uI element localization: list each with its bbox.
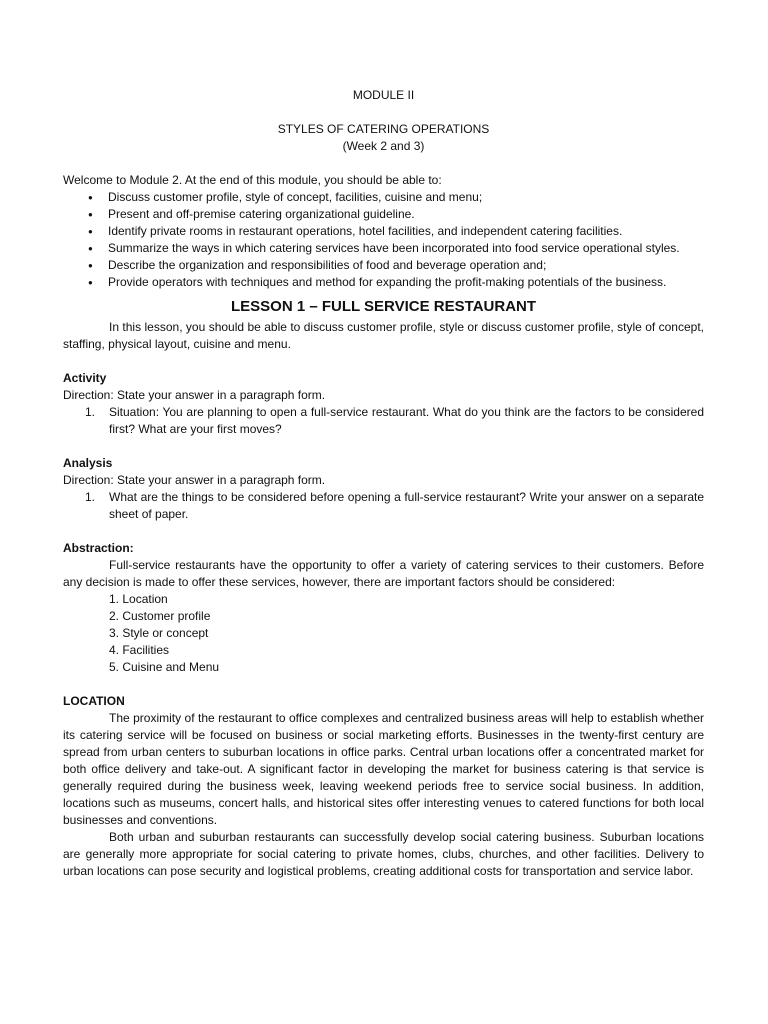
analysis-heading: Analysis — [63, 456, 113, 470]
analysis-item-number: 1. — [85, 490, 96, 504]
location-paragraph-2: Both urban and suburban restaurants can successfully develop social catering business. Suburban locations are generally more appropriate for social catering to private homes, clubs, churches, and other facilities. Delivery to urban locations can pose security and logistical problems, creating additional costs for transportation and service labor. — [63, 830, 704, 878]
location-heading: LOCATION — [63, 694, 125, 708]
objective-item: ● Provide operators with techniques and method for expanding the profit-making potentials of the business. — [63, 274, 704, 291]
spacer — [63, 353, 704, 370]
objective-item: ● Discuss customer profile, style of concept, facilities, cuisine and menu; — [63, 189, 704, 206]
activity-direction — [63, 387, 704, 404]
analysis-item-text: What are the things to be considered before opening a full-service restaurant? Write your answer on a separate sheet of paper. — [109, 490, 704, 521]
activity-heading: Activity — [63, 371, 107, 385]
spacer — [63, 676, 704, 693]
activity-direction-text: State your answer in a paragraph form. — [113, 388, 326, 402]
activity-item — [63, 404, 704, 438]
factor-item: 2. Customer profile — [109, 609, 211, 623]
module-title: MODULE II — [352, 88, 415, 102]
activity-item-text: Situation: You are planning to open a full-service restaurant. What do you think are the factors to be considered first? What are your first moves? — [109, 405, 704, 436]
spacer — [63, 438, 704, 455]
analysis-item — [63, 489, 704, 523]
objective-item: ● Summarize the ways in which catering services have been incorporated into food service operational styles. — [63, 240, 704, 257]
objectives-list — [63, 189, 704, 291]
abstraction-paragraph: Full-service restaurants have the opportunity to offer a variety of catering services to their customers. Before any decision is made to offer these services, however, there are important factors should be considered: — [63, 558, 704, 589]
activity-list — [63, 404, 704, 438]
objective-item: ● Describe the organization and responsibilities of food and beverage operation and; — [63, 257, 704, 274]
analysis-direction-label: Direction: — [63, 473, 114, 487]
lesson-title: LESSON 1 – FULL SERVICE RESTAURANT — [230, 298, 537, 315]
location-paragraph-1: The proximity of the restaurant to office complexes and centralized business areas will help to establish whether its catering service will be focused on business or social marketing efforts. Businesses in the twenty-first century are spread from urban centers to suburban locations in office parks. Central urban locations offer a concentrated market for both office delivery and take-out. A significant factor in developing the market for business catering is that service is generally required during the business week, leaving weekend periods free to service social business. In addition, locations such as museums, concert halls, and historical sites offer interesting venues to catered functions for both local businesses and conventions. — [63, 711, 704, 827]
spacer — [63, 155, 704, 172]
abstraction-heading: Abstraction: — [63, 541, 134, 555]
module-subtitle: STYLES OF CATERING OPERATIONS — [277, 122, 490, 136]
factor-item: 5. Cuisine and Menu — [109, 660, 220, 674]
module-weeks: (Week 2 and 3) — [342, 139, 425, 153]
analysis-direction-text: State your answer in a paragraph form. — [113, 473, 326, 487]
objective-item: ● Identify private rooms in restaurant operations, hotel facilities, and independent catering facilities. — [63, 223, 704, 240]
intro-lead: Welcome to Module 2. At the end of this module, you should be able to: — [63, 173, 442, 187]
lesson-intro: In this lesson, you should be able to discuss customer profile, style or discuss customer profile, style of concept, staffing, physical layout, cuisine and menu. — [63, 320, 704, 351]
spacer — [63, 523, 704, 540]
factors-list — [63, 591, 704, 676]
analysis-direction — [63, 472, 704, 489]
activity-item-number: 1. — [85, 405, 96, 419]
activity-direction-label: Direction: — [63, 388, 114, 402]
analysis-list — [63, 489, 704, 523]
factor-item: 4. Facilities — [109, 643, 170, 657]
factor-item: 3. Style or concept — [109, 626, 209, 640]
factor-item: 1. Location — [109, 592, 168, 606]
objective-item: ● Present and off-premise catering organizational guideline. — [63, 206, 704, 223]
